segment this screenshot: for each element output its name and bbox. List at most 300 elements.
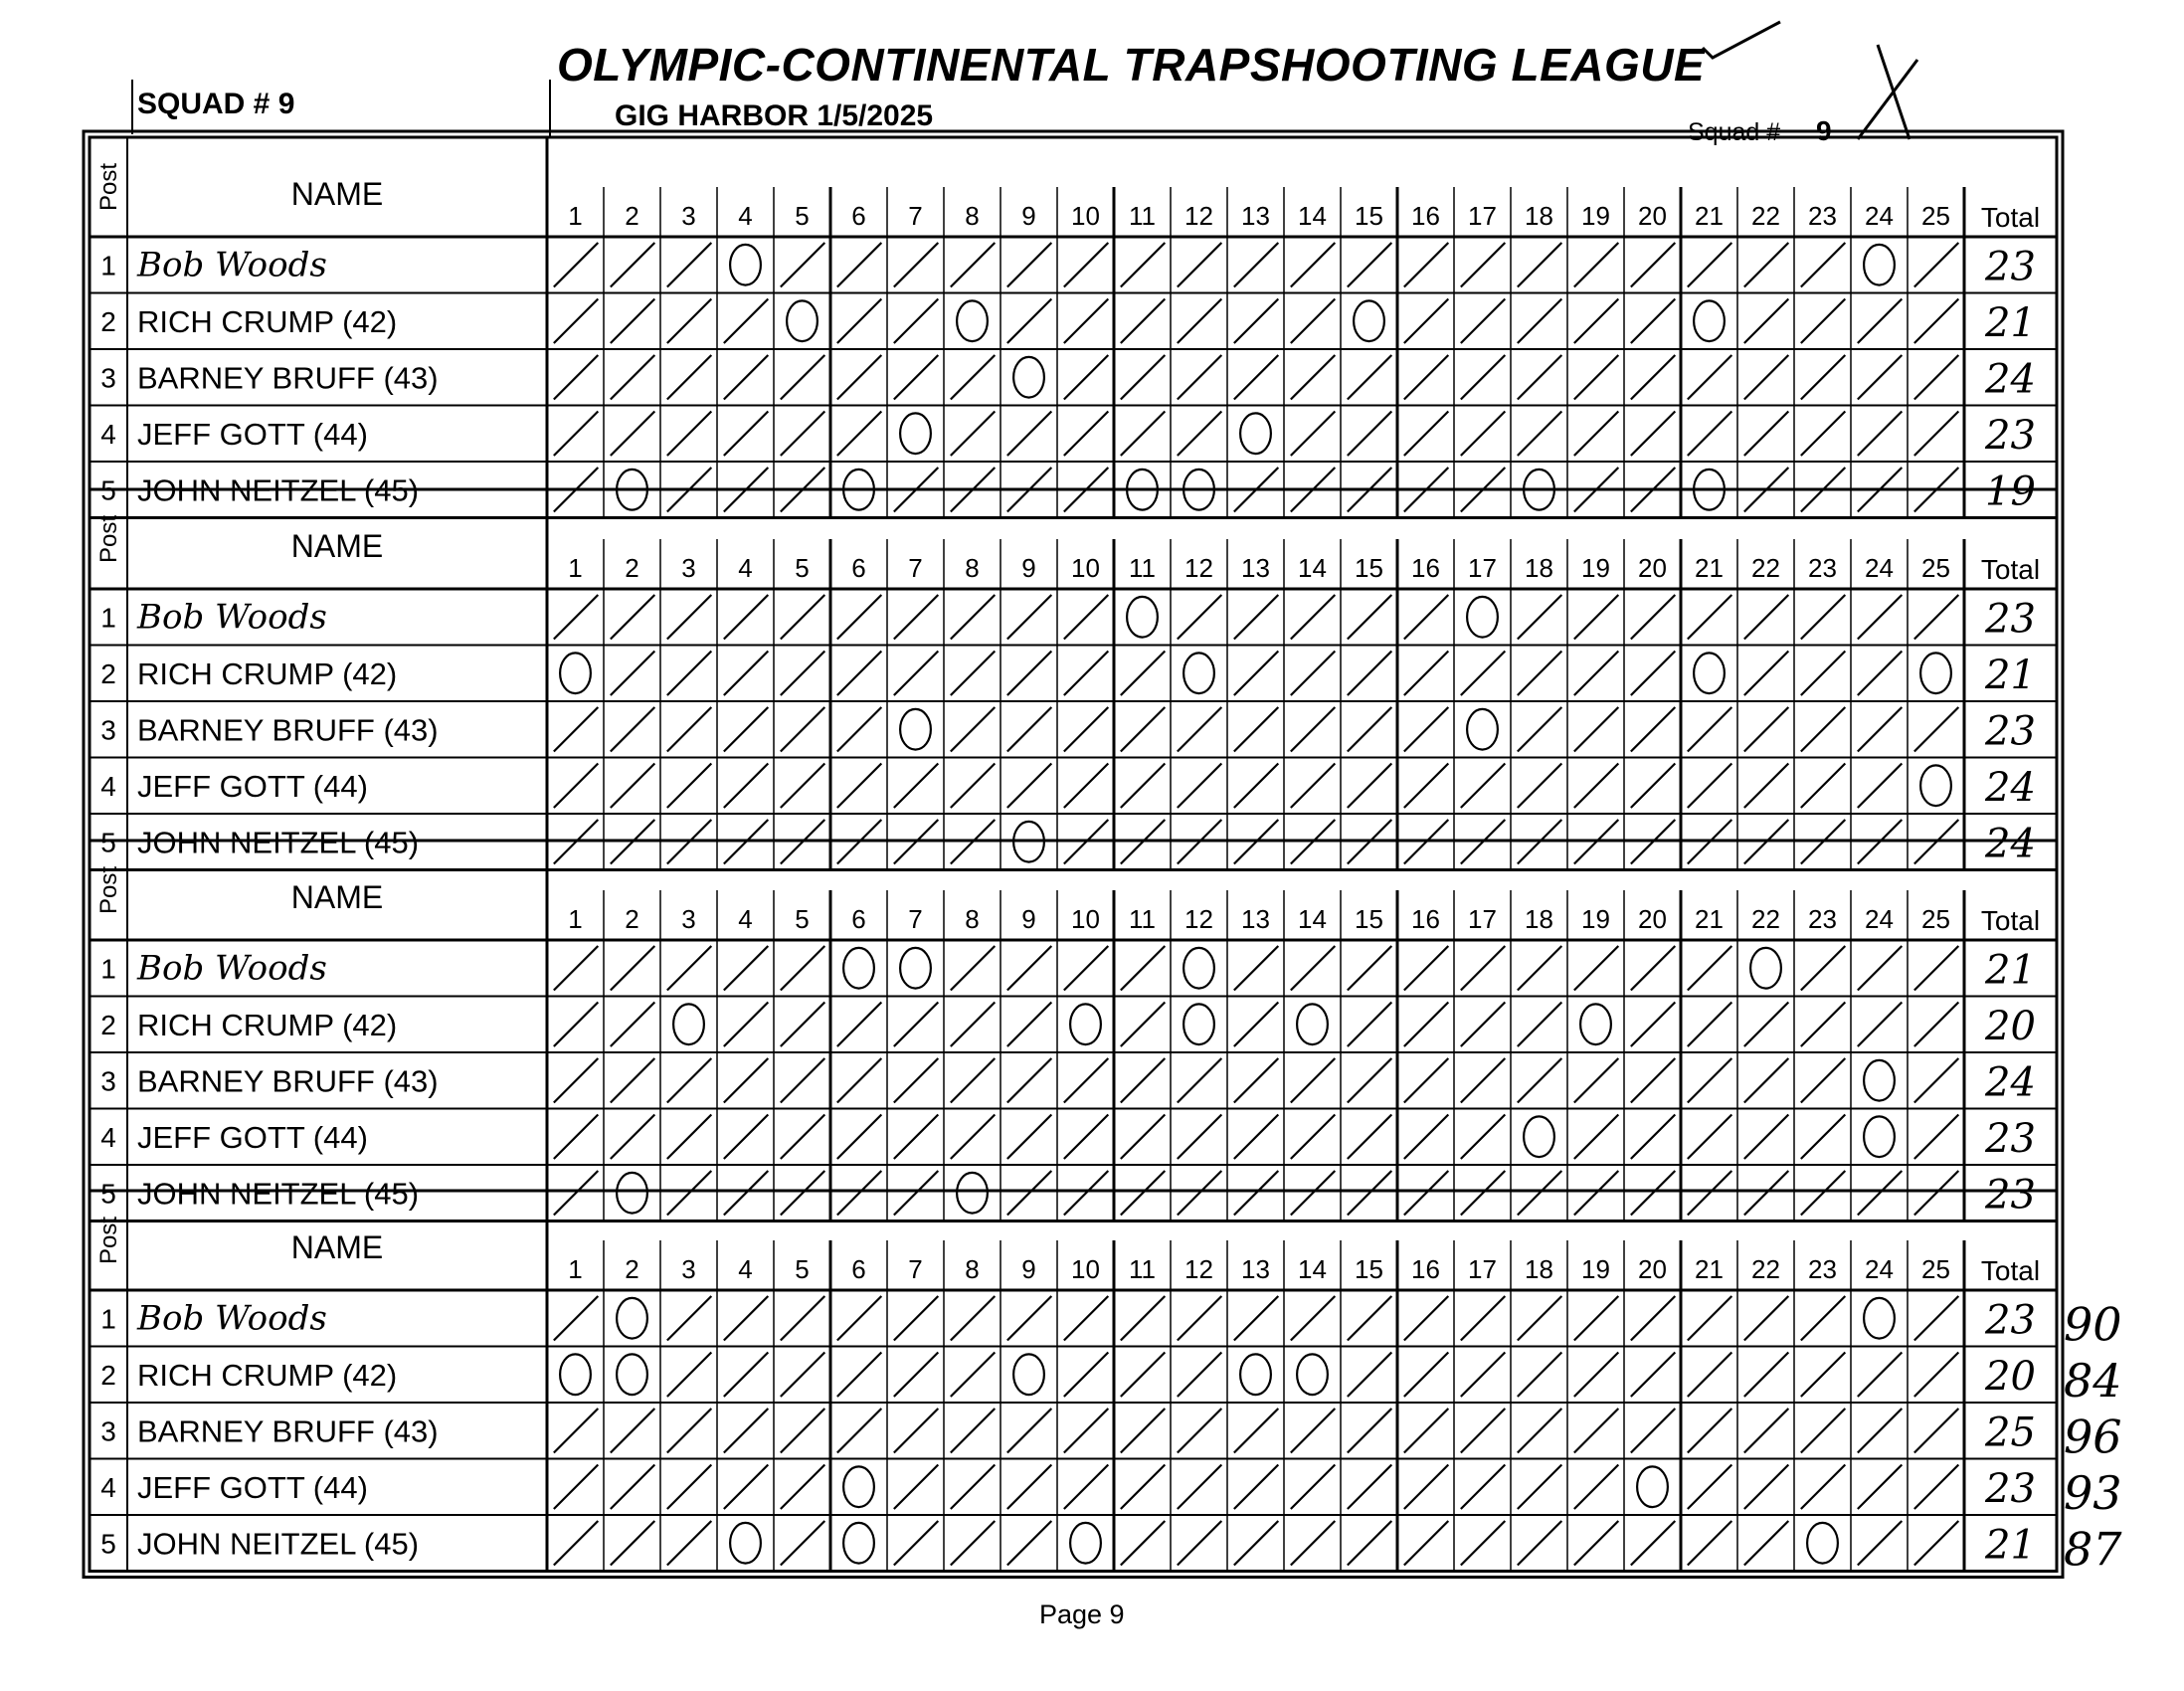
hit-mark: [1688, 946, 1731, 991]
hit-mark: [1574, 299, 1618, 344]
target-number: 18: [1525, 904, 1553, 934]
hit-mark: [1121, 764, 1165, 809]
target-number: 15: [1355, 1254, 1383, 1284]
hit-mark: [724, 1003, 768, 1047]
hit-mark: [837, 652, 881, 696]
hit-mark: [1348, 1115, 1391, 1160]
hit-mark: [1518, 243, 1561, 287]
row-total: 23: [1985, 1465, 2036, 1512]
target-number: 5: [795, 553, 810, 583]
hit-mark: [1404, 1296, 1448, 1341]
hit-mark: [1348, 707, 1391, 752]
hit-mark: [951, 1353, 995, 1398]
hit-mark: [894, 1171, 938, 1216]
hit-mark: [1064, 1353, 1108, 1398]
target-number: 21: [1695, 904, 1724, 934]
miss-mark: [957, 300, 988, 341]
hit-mark: [1291, 652, 1335, 696]
hit-mark: [1007, 1058, 1051, 1103]
hit-mark: [1007, 652, 1051, 696]
hit-mark: [894, 355, 938, 400]
hit-mark: [1121, 243, 1165, 287]
hit-mark: [1688, 595, 1731, 640]
hit-mark: [1574, 1171, 1618, 1216]
hit-mark: [1234, 1003, 1278, 1047]
miss-mark: [1354, 300, 1384, 341]
name-header: NAME: [290, 528, 384, 564]
hit-mark: [724, 1058, 768, 1103]
hit-mark: [1688, 355, 1731, 400]
row-total: 20: [1985, 1003, 2036, 1049]
row-total: 23: [1985, 1115, 2036, 1162]
total-header: Total: [1980, 1255, 2041, 1286]
miss-mark: [957, 1173, 988, 1214]
hit-mark: [1461, 299, 1505, 344]
miss-mark: [1297, 1004, 1328, 1044]
hit-mark: [781, 412, 824, 457]
hit-mark: [1291, 1465, 1335, 1510]
hit-mark: [667, 764, 711, 809]
target-number: 18: [1525, 201, 1553, 231]
hit-mark: [1178, 243, 1221, 287]
shooter-name: JEFF GOTT (44): [137, 1119, 368, 1155]
target-number: 9: [1021, 553, 1036, 583]
hit-mark: [1574, 1115, 1618, 1160]
miss-mark: [1694, 653, 1725, 693]
hit-mark: [1574, 595, 1618, 640]
target-number: 21: [1695, 553, 1724, 583]
hit-mark: [1064, 595, 1108, 640]
shooter-name: JOHN NEITZEL (45): [137, 472, 420, 508]
hit-mark: [554, 1115, 598, 1160]
hit-mark: [1064, 652, 1108, 696]
hit-mark: [611, 412, 654, 457]
hit-mark: [1348, 764, 1391, 809]
target-number: 9: [1021, 904, 1036, 934]
hit-mark: [1801, 243, 1845, 287]
hit-mark: [894, 1058, 938, 1103]
hit-mark: [1744, 595, 1788, 640]
hit-mark: [1744, 1409, 1788, 1453]
hit-mark: [1461, 1171, 1505, 1216]
hit-mark: [837, 299, 881, 344]
target-number: 2: [625, 904, 639, 934]
hit-mark: [1801, 1171, 1845, 1216]
hit-mark: [1914, 946, 1958, 991]
hit-mark: [1178, 299, 1221, 344]
hit-mark: [1121, 412, 1165, 457]
miss-mark: [1467, 709, 1498, 750]
row-total: 23: [1985, 244, 2036, 290]
row-total: 21: [1985, 1522, 2036, 1569]
hit-mark: [554, 299, 598, 344]
miss-mark: [1183, 948, 1214, 989]
hit-mark: [554, 1171, 598, 1216]
shooter-name: Bob Woods: [137, 597, 327, 638]
hit-mark: [1518, 764, 1561, 809]
hit-mark: [667, 946, 711, 991]
hit-mark: [1461, 1296, 1505, 1341]
hit-mark: [1291, 707, 1335, 752]
hit-mark: [1688, 1296, 1731, 1341]
hit-mark: [1007, 764, 1051, 809]
target-number: 20: [1638, 553, 1667, 583]
hit-mark: [1064, 1058, 1108, 1103]
shooter-name: BARNEY BRUFF (43): [137, 712, 439, 748]
target-number: 17: [1468, 553, 1497, 583]
hit-mark: [724, 707, 768, 752]
hit-mark: [1744, 652, 1788, 696]
post-number: 5: [100, 1178, 116, 1210]
hit-mark: [554, 1465, 598, 1510]
hit-mark: [1914, 1171, 1958, 1216]
target-number: 4: [738, 553, 753, 583]
hit-mark: [1461, 412, 1505, 457]
hit-mark: [1178, 1521, 1221, 1566]
target-number: 13: [1241, 553, 1270, 583]
hit-mark: [1007, 1465, 1051, 1510]
hit-mark: [611, 652, 654, 696]
target-number: 7: [908, 1254, 923, 1284]
hit-mark: [1007, 1115, 1051, 1160]
hit-mark: [1121, 1521, 1165, 1566]
hit-mark: [1914, 1353, 1958, 1398]
target-number: 14: [1298, 904, 1327, 934]
hit-mark: [1064, 1171, 1108, 1216]
hit-mark: [554, 1296, 598, 1341]
hit-mark: [1518, 1409, 1561, 1453]
target-number: 19: [1581, 1254, 1610, 1284]
hit-mark: [1858, 1521, 1902, 1566]
hit-mark: [1461, 946, 1505, 991]
hit-mark: [611, 595, 654, 640]
hit-mark: [1518, 946, 1561, 991]
hit-mark: [667, 1115, 711, 1160]
target-number: 16: [1411, 201, 1440, 231]
hit-mark: [1461, 764, 1505, 809]
hit-mark: [1348, 1058, 1391, 1103]
hit-mark: [1801, 1409, 1845, 1453]
hit-mark: [1914, 1465, 1958, 1510]
shooter-name: RICH CRUMP (42): [137, 656, 398, 691]
venue-date: GIG HARBOR 1/5/2025: [615, 99, 934, 132]
hit-mark: [1121, 1353, 1165, 1398]
target-number: 20: [1638, 904, 1667, 934]
hit-mark: [1291, 355, 1335, 400]
hit-mark: [1291, 299, 1335, 344]
hit-mark: [1007, 1003, 1051, 1047]
target-number: 3: [681, 201, 696, 231]
x-mark-icon: [1858, 45, 1917, 139]
hit-mark: [781, 764, 824, 809]
target-number: 15: [1355, 553, 1383, 583]
hit-mark: [1631, 1353, 1675, 1398]
hit-mark: [837, 1353, 881, 1398]
hit-mark: [1801, 1465, 1845, 1510]
target-number: 6: [851, 904, 866, 934]
hit-mark: [1631, 707, 1675, 752]
hit-mark: [894, 1353, 938, 1398]
miss-mark: [900, 709, 931, 750]
miss-mark: [730, 245, 761, 285]
shooter-name: JOHN NEITZEL (45): [137, 1526, 420, 1562]
hit-mark: [1518, 1296, 1561, 1341]
target-number: 10: [1071, 1254, 1100, 1284]
hit-mark: [1291, 1115, 1335, 1160]
hit-mark: [554, 1521, 598, 1566]
target-number: 7: [908, 201, 923, 231]
target-number: 15: [1355, 201, 1383, 231]
target-number: 19: [1581, 201, 1610, 231]
hit-mark: [781, 355, 824, 400]
hit-mark: [724, 764, 768, 809]
row-total: 19: [1985, 469, 2036, 515]
shooter-name: JEFF GOTT (44): [137, 416, 368, 452]
hit-mark: [724, 412, 768, 457]
hit-mark: [611, 764, 654, 809]
hit-mark: [1064, 243, 1108, 287]
hit-mark: [1404, 1521, 1448, 1566]
hit-mark: [1631, 1409, 1675, 1453]
post-number: 3: [100, 362, 116, 394]
hit-mark: [667, 355, 711, 400]
hit-mark: [951, 412, 995, 457]
hit-mark: [554, 1003, 598, 1047]
miss-mark: [673, 1004, 704, 1044]
hit-mark: [667, 1171, 711, 1216]
hit-mark: [951, 355, 995, 400]
miss-mark: [1637, 1466, 1668, 1507]
hit-mark: [1518, 1058, 1561, 1103]
hit-mark: [1064, 1296, 1108, 1341]
hit-mark: [951, 764, 995, 809]
hit-mark: [1348, 1171, 1391, 1216]
margin-total: 90: [2064, 1297, 2122, 1352]
hit-mark: [1234, 299, 1278, 344]
target-number: 8: [965, 201, 980, 231]
hit-mark: [1688, 412, 1731, 457]
miss-mark: [617, 1354, 647, 1395]
target-number: 6: [851, 1254, 866, 1284]
target-number: 23: [1808, 1254, 1837, 1284]
hit-mark: [1404, 355, 1448, 400]
miss-mark: [843, 1523, 874, 1564]
target-number: 1: [568, 904, 583, 934]
row-total: 24: [1985, 1059, 2036, 1106]
miss-mark: [730, 1523, 761, 1564]
miss-mark: [1864, 245, 1895, 285]
hit-mark: [1348, 1353, 1391, 1398]
hit-mark: [1404, 1465, 1448, 1510]
hit-mark: [781, 1353, 824, 1398]
shooter-name: JEFF GOTT (44): [137, 768, 368, 804]
row-total: 21: [1985, 652, 2036, 698]
hit-mark: [1121, 355, 1165, 400]
hit-mark: [1518, 707, 1561, 752]
post-number: 2: [100, 305, 116, 337]
hit-mark: [1744, 1353, 1788, 1398]
hit-mark: [1234, 1296, 1278, 1341]
hit-mark: [894, 1003, 938, 1047]
hit-mark: [1858, 1171, 1902, 1216]
hit-mark: [1744, 1521, 1788, 1566]
hit-mark: [724, 1465, 768, 1510]
shooter-name: JOHN NEITZEL (45): [137, 825, 420, 860]
target-number: 13: [1241, 201, 1270, 231]
hit-mark: [1801, 946, 1845, 991]
hit-mark: [1574, 707, 1618, 752]
target-number: 8: [965, 1254, 980, 1284]
hit-mark: [1858, 355, 1902, 400]
target-number: 13: [1241, 1254, 1270, 1284]
hit-mark: [1518, 299, 1561, 344]
hit-mark: [1858, 299, 1902, 344]
post-number: 2: [100, 1009, 116, 1040]
hit-mark: [1518, 412, 1561, 457]
target-number: 23: [1808, 553, 1837, 583]
hit-mark: [1858, 1353, 1902, 1398]
hit-mark: [724, 355, 768, 400]
hit-mark: [1404, 1058, 1448, 1103]
row-total: 20: [1985, 1353, 2036, 1400]
hit-mark: [1631, 355, 1675, 400]
hit-mark: [1404, 652, 1448, 696]
hit-mark: [1858, 1003, 1902, 1047]
hit-mark: [1404, 412, 1448, 457]
miss-mark: [1864, 1298, 1895, 1339]
target-number: 15: [1355, 904, 1383, 934]
hit-mark: [1234, 946, 1278, 991]
row-total: 24: [1985, 764, 2036, 811]
shooter-name: BARNEY BRUFF (43): [137, 1413, 439, 1449]
hit-mark: [1064, 1465, 1108, 1510]
post-number: 1: [100, 1303, 116, 1335]
miss-mark: [1467, 597, 1498, 638]
target-number: 10: [1071, 904, 1100, 934]
hit-mark: [1007, 243, 1051, 287]
hit-mark: [1744, 1003, 1788, 1047]
hit-mark: [1914, 1296, 1958, 1341]
hit-mark: [1461, 1521, 1505, 1566]
post-header: Post: [95, 1216, 122, 1265]
hit-mark: [1404, 946, 1448, 991]
hit-mark: [1064, 355, 1108, 400]
target-number: 4: [738, 904, 753, 934]
target-number: 6: [851, 201, 866, 231]
hit-mark: [1631, 1058, 1675, 1103]
post-number: 1: [100, 953, 116, 985]
hit-mark: [724, 1353, 768, 1398]
hit-mark: [1178, 412, 1221, 457]
hit-mark: [951, 1409, 995, 1453]
post-number: 3: [100, 1415, 116, 1447]
target-number: 19: [1581, 553, 1610, 583]
hit-mark: [951, 1296, 995, 1341]
name-header: NAME: [290, 176, 384, 212]
hit-mark: [951, 1058, 995, 1103]
hit-mark: [611, 1409, 654, 1453]
hit-mark: [1574, 764, 1618, 809]
hit-mark: [1858, 1465, 1902, 1510]
post-number: 2: [100, 658, 116, 689]
hit-mark: [951, 1465, 995, 1510]
post-number: 5: [100, 1528, 116, 1560]
row-total: 23: [1985, 596, 2036, 643]
target-number: 8: [965, 904, 980, 934]
hit-mark: [1744, 1115, 1788, 1160]
target-number: 2: [625, 1254, 639, 1284]
hit-mark: [1007, 1171, 1051, 1216]
hit-mark: [951, 652, 995, 696]
hit-mark: [1631, 652, 1675, 696]
row-total: 24: [1985, 356, 2036, 403]
miss-mark: [1297, 1354, 1328, 1395]
hit-mark: [1291, 412, 1335, 457]
hit-mark: [554, 355, 598, 400]
hit-mark: [1631, 243, 1675, 287]
hit-mark: [1291, 243, 1335, 287]
target-number: 5: [795, 1254, 810, 1284]
miss-mark: [1013, 1354, 1044, 1395]
hit-mark: [724, 652, 768, 696]
hit-mark: [1348, 355, 1391, 400]
hit-mark: [611, 1521, 654, 1566]
shooter-name: JEFF GOTT (44): [137, 1469, 368, 1505]
hit-mark: [1574, 652, 1618, 696]
hit-mark: [1688, 243, 1731, 287]
hit-mark: [1574, 1521, 1618, 1566]
hit-mark: [1688, 1353, 1731, 1398]
hit-mark: [837, 764, 881, 809]
hit-mark: [837, 1003, 881, 1047]
hit-mark: [781, 1409, 824, 1453]
miss-mark: [1920, 653, 1951, 693]
margin-total: 96: [2064, 1409, 2122, 1464]
hit-mark: [1178, 355, 1221, 400]
hit-mark: [611, 707, 654, 752]
hit-mark: [1744, 707, 1788, 752]
hit-mark: [1461, 355, 1505, 400]
hit-mark: [667, 707, 711, 752]
hit-mark: [1348, 946, 1391, 991]
target-number: 9: [1021, 201, 1036, 231]
miss-mark: [1127, 597, 1158, 638]
hit-mark: [1178, 764, 1221, 809]
post-number: 3: [100, 714, 116, 746]
hit-mark: [554, 946, 598, 991]
hit-mark: [554, 595, 598, 640]
hit-mark: [1291, 1521, 1335, 1566]
shooter-name: Bob Woods: [137, 948, 327, 989]
miss-mark: [1524, 1116, 1554, 1157]
hit-mark: [1518, 1465, 1561, 1510]
miss-mark: [1183, 1004, 1214, 1044]
target-number: 22: [1751, 1254, 1780, 1284]
target-number: 25: [1921, 201, 1950, 231]
shooter-name: JOHN NEITZEL (45): [137, 1176, 420, 1212]
hit-mark: [667, 652, 711, 696]
squad-number-label: Squad #: [1688, 118, 1781, 146]
hit-mark: [724, 1171, 768, 1216]
hit-mark: [554, 1058, 598, 1103]
post-number: 3: [100, 1065, 116, 1097]
hit-mark: [667, 1058, 711, 1103]
hit-mark: [781, 1296, 824, 1341]
hit-mark: [837, 1409, 881, 1453]
hit-mark: [1121, 1003, 1165, 1047]
target-number: 10: [1071, 201, 1100, 231]
target-number: 11: [1129, 201, 1156, 231]
